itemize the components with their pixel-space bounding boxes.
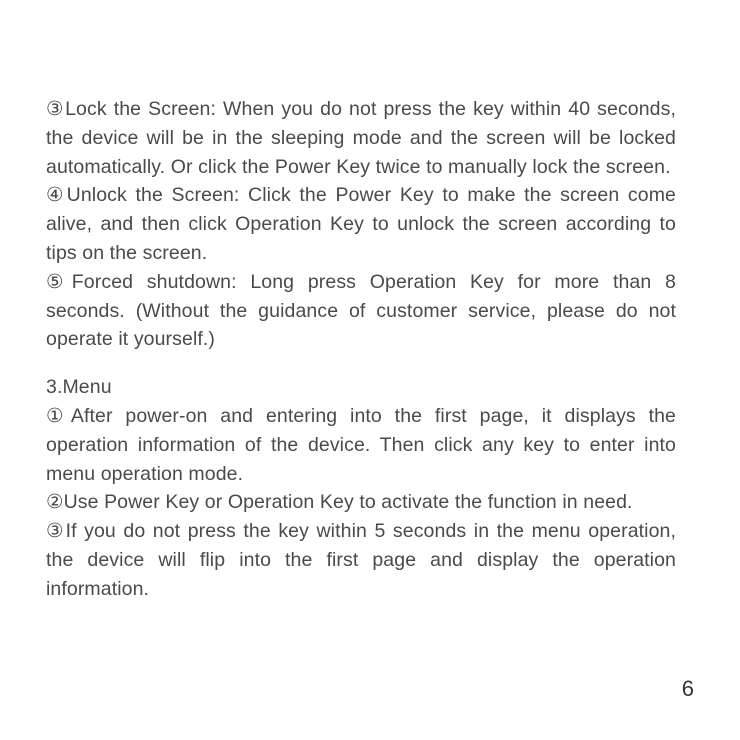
lock-screen-instruction: ③Lock the Screen: When you do not press the key within 40 seconds, the device will be in the sleeping mode and the screen will be locked automatically. Or click the Power Key twice to manually lock the screen. (46, 98, 676, 178)
menu-activate-instruction: ②Use Power Key or Operation Key to activate the function in need. (46, 491, 633, 514)
menu-enter-instruction: ①After power-on and entering into the first page, it displays the operation information of the device. Then click any key to enter into menu operation mode. (46, 404, 676, 485)
unlock-screen-instruction: ④Unlock the Screen: Click the Power Key to make the screen come alive, and then click Operation Key to unlock the screen according to tips on the screen. (46, 184, 676, 264)
forced-shutdown-instruction: ⑤Forced shutdown: Long press Operation Key for more than 8 seconds. (Without the guidance of customer service, please do not operate it yourself.) (46, 270, 676, 351)
menu-section-heading: 3.Menu (46, 376, 112, 399)
menu-timeout-instruction: ③If you do not press the key within 5 seconds in the menu operation, the device will flip into the first page and display the operation information. (46, 520, 676, 600)
page-number: 6 (681, 676, 694, 701)
page-content (46, 95, 676, 604)
section-spacer (46, 354, 676, 373)
